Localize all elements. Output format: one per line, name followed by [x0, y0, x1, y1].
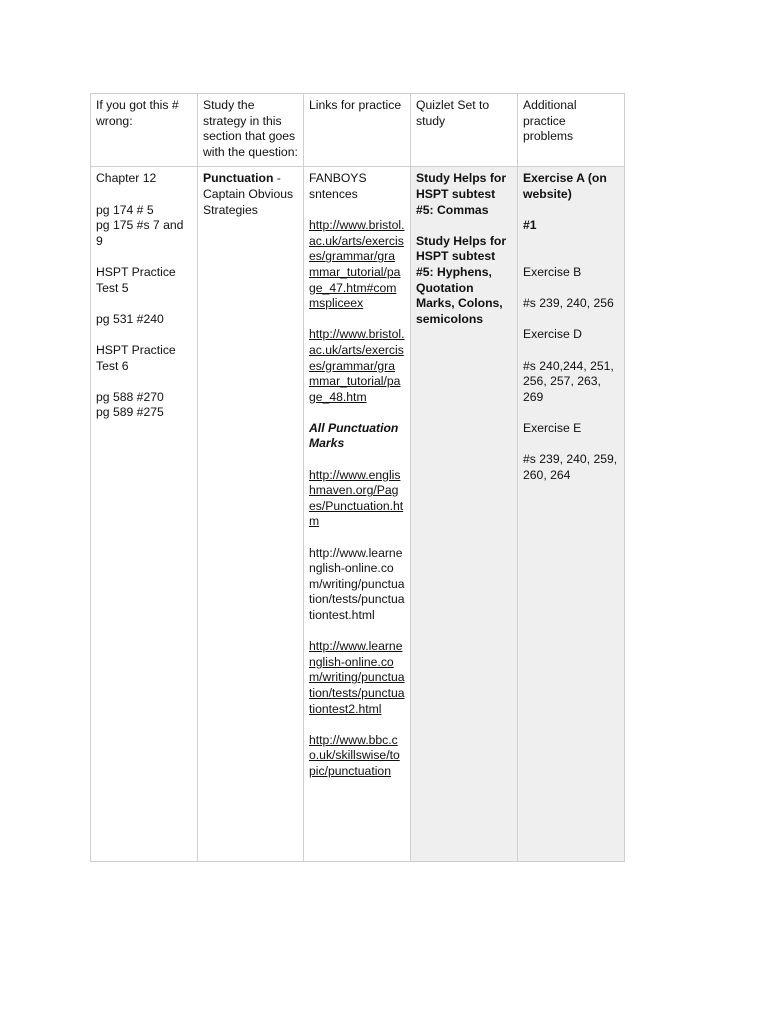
exercise-title: Exercise D [523, 327, 582, 342]
exercise-title: Exercise B [523, 264, 582, 279]
table-row [91, 167, 625, 862]
exercise-items: #1 [523, 218, 537, 233]
practice-link[interactable]: http://www.englishmaven.org/Pages/Punctuation.htm [309, 467, 404, 529]
practice-test-label: HSPT Practice Test 6 [96, 342, 176, 373]
links-subheading: All Punctuation Marks [309, 420, 399, 451]
exercise-items: #s 240,244, 251, 256, 257, 263, 269 [523, 358, 614, 404]
practice-table [90, 93, 625, 862]
exercise-items: #s 239, 240, 259, 260, 264 [523, 452, 618, 482]
strategy-cell [198, 167, 304, 862]
chapter-label: Chapter 12 [96, 171, 157, 186]
practice-test-label: HSPT Practice Test 5 [96, 264, 176, 295]
quizlet-cell [411, 167, 518, 862]
practice-url-text: http://www.learnenglish-online.com/writing/punctuation/tests/punctuationtest.html [309, 545, 405, 622]
header-cell: Study the strategy in this section that goes with the question: [198, 94, 304, 167]
exercise-title: Exercise E [523, 420, 582, 435]
practice-link[interactable]: http://www.bristol.ac.uk/arts/exercises/grammar/grammar_tutorial/page_47.htm#commspliceex [309, 218, 405, 311]
page-ref: pg 174 # 5 [96, 202, 154, 217]
links-intro: FANBOYS sntences [309, 171, 367, 201]
quizlet-set: Study Helps for HSPT subtest #5: Commas [416, 171, 507, 217]
strategy-title: Punctuation [203, 171, 274, 186]
exercise-title: Exercise A (on website) [523, 171, 607, 201]
header-cell: Links for practice [304, 94, 411, 167]
table-header-row [91, 94, 625, 167]
practice-link[interactable]: http://www.learnenglish-online.com/writing/punctuation/tests/punctuationtest2.html [309, 639, 405, 716]
additional-problems-cell [518, 167, 625, 862]
links-cell [304, 167, 411, 862]
practice-link[interactable]: http://www.bbc.co.uk/skillswise/topic/punctuation [309, 732, 400, 778]
quizlet-set: Study Helps for HSPT subtest #5: Hyphens, Quotation Marks, Colons, semicolons [416, 233, 507, 326]
header-cell: Additional practice problems [518, 94, 625, 167]
page-ref: pg 531 #240 [96, 311, 164, 326]
strategy-subtitle: - Captain Obvious Strategies [203, 171, 294, 217]
practice-link[interactable]: http://www.bristol.ac.uk/arts/exercises/grammar/grammar_tutorial/page_48.htm [309, 327, 405, 404]
wrong-questions-cell [91, 167, 198, 862]
page-ref: pg 588 #270 [96, 389, 164, 404]
page-ref: pg 175 #s 7 and 9 [96, 218, 184, 248]
page-ref: pg 589 #275 [96, 405, 164, 420]
exercise-items: #s 239, 240, 256 [523, 296, 614, 311]
header-cell: If you got this # wrong: [91, 94, 198, 167]
header-cell: Quizlet Set to study [411, 94, 518, 167]
